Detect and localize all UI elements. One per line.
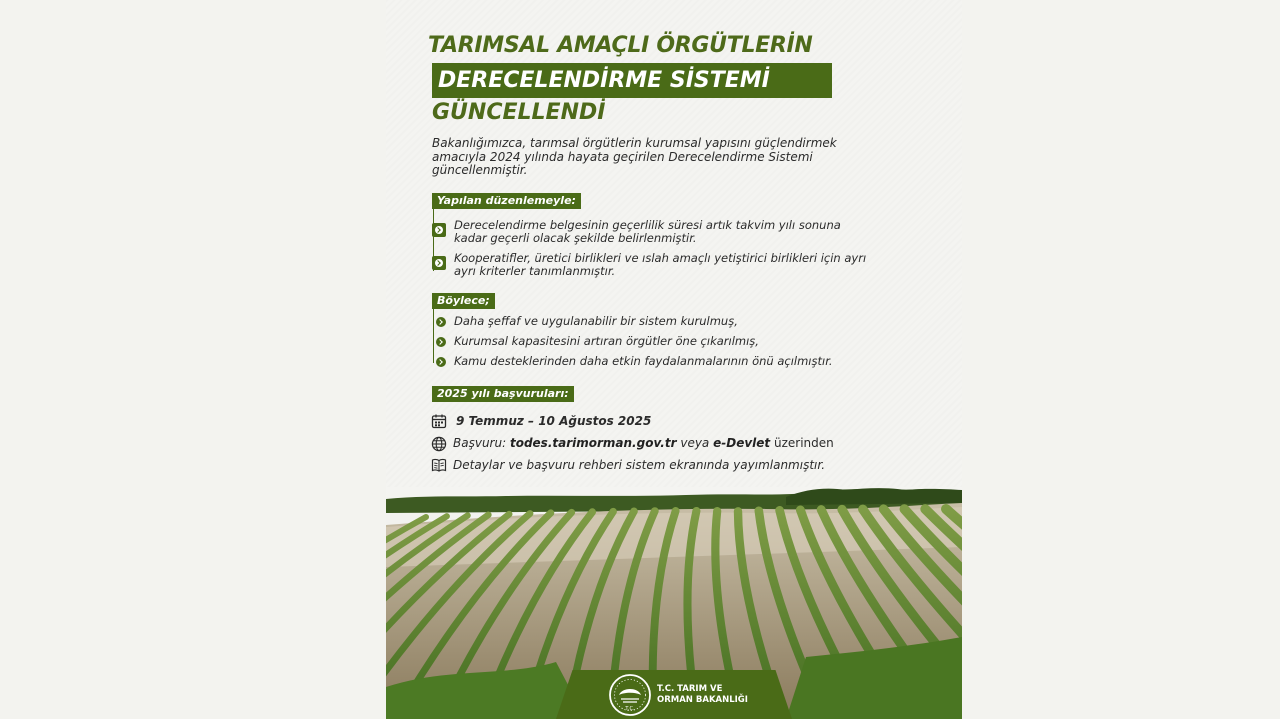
svg-text:T.C.: T.C. — [625, 706, 635, 712]
chevron-right-icon — [436, 337, 446, 347]
intro-paragraph: Bakanlığımızca, tarımsal örgütlerin kurumsal yapısını güçlendirmek amacıyla 2024 yılında hayata geçirilen Derecelendirme Sistemi güncellenmiştir. — [432, 136, 837, 177]
chevron-right-icon — [436, 317, 446, 327]
application-channel: Başvuru: todes.tarimorman.gov.tr veya e-Devlet üzerinden — [453, 436, 834, 450]
results-divider — [433, 309, 434, 363]
chevron-right-icon — [432, 256, 446, 270]
regulations-heading: Yapılan düzenlemeyle: — [432, 193, 581, 209]
application-dates: 9 Temmuz – 10 Ağustos 2025 — [456, 414, 652, 428]
calendar-icon — [431, 413, 447, 429]
result-item: Kamu desteklerinden daha etkin faydalanmalarının önü açılmıştır. — [454, 354, 833, 368]
title-line-1: TARIMSAL AMAÇLI ÖRGÜTLERİN — [428, 33, 813, 58]
edevlet-label: e-Devlet — [713, 436, 771, 450]
announcement-poster — [386, 0, 962, 719]
title-line-3: GÜNCELLENDİ — [432, 100, 606, 125]
ministry-name: T.C. TARIM VE ORMAN BAKANLIĞI — [657, 684, 748, 705]
regulation-item: Kooperatifler, üretici birlikleri ve ıslah amaçlı yetiştirici birlikleri için ayrı ayrı kriterler tanımlanmıştır. — [454, 251, 867, 278]
results-heading: Böylece; — [432, 293, 495, 309]
book-icon — [431, 457, 447, 473]
chevron-right-icon — [432, 223, 446, 237]
title-line-2-highlight: DERECELENDİRME SİSTEMİ — [432, 63, 832, 98]
details-note: Detaylar ve başvuru rehberi sistem ekranında yayımlanmıştır. — [453, 458, 826, 472]
regulation-item: Derecelendirme belgesinin geçerlilik süresi artık takvim yılı sonuna kadar geçerli olacak şekilde belirlenmiştir. — [454, 218, 841, 245]
result-item: Kurumsal kapasitesini artıran örgütler öne çıkarılmış, — [454, 334, 759, 348]
globe-icon — [431, 436, 447, 452]
application-url: todes.tarimorman.gov.tr — [509, 436, 677, 450]
chevron-right-icon — [436, 357, 446, 367]
ministry-emblem-icon — [608, 673, 652, 717]
applications-heading: 2025 yılı başvuruları: — [432, 386, 574, 402]
result-item: Daha şeffaf ve uygulanabilir bir sistem kurulmuş, — [454, 314, 738, 328]
